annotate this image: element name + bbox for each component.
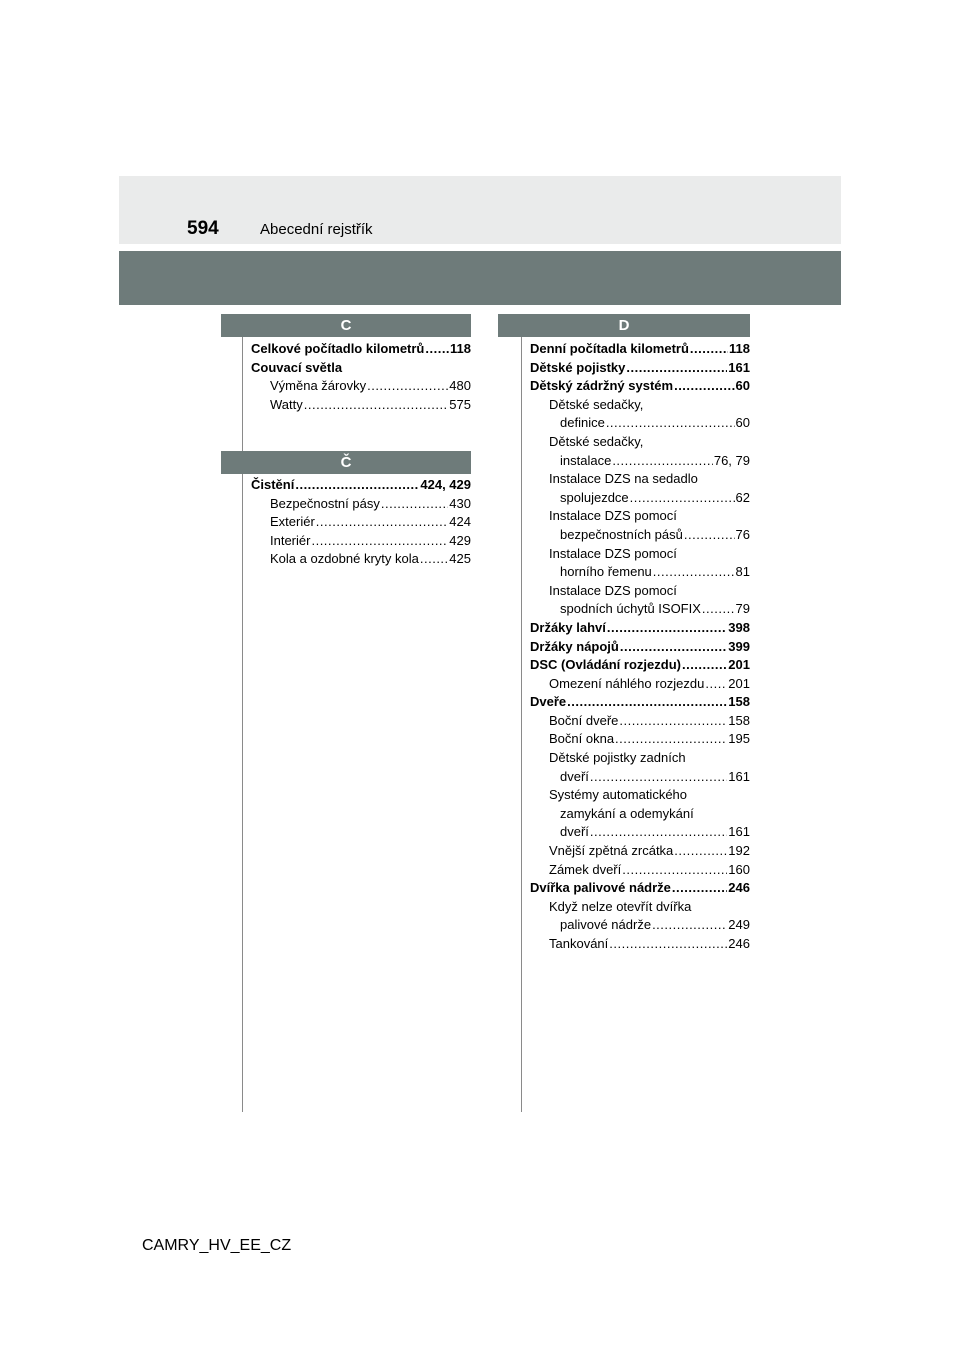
index-entry bbox=[530, 805, 750, 824]
leader-dots bbox=[705, 675, 727, 694]
leader-dots bbox=[367, 377, 448, 396]
index-entry-label: spodních úchytů ISOFIX bbox=[560, 601, 701, 617]
index-entry-page[interactable]: 429 bbox=[449, 532, 471, 548]
section-header-d: D bbox=[498, 314, 750, 337]
index-entry-label: dveří bbox=[560, 824, 589, 840]
index-entry-label: Dětské pojistky bbox=[530, 359, 626, 375]
index-entry-page[interactable]: 118 bbox=[729, 341, 750, 356]
index-entry-page[interactable]: 246 bbox=[728, 936, 750, 951]
index-entry-page[interactable]: 79 bbox=[735, 601, 750, 617]
index-entry-label: Dvířka palivové nádrže bbox=[530, 880, 671, 896]
index-entry-page[interactable]: 81 bbox=[735, 564, 750, 580]
index-entry-page[interactable]: 161 bbox=[728, 824, 750, 840]
index-entry-page[interactable]: 195 bbox=[728, 731, 750, 747]
index-entry bbox=[530, 582, 750, 601]
index-entry bbox=[251, 550, 471, 569]
index-entry-label: Zámek dveří bbox=[549, 861, 622, 877]
leader-dots bbox=[653, 563, 735, 582]
leader-dots bbox=[615, 730, 727, 749]
document-code: CAMRY_HV_EE_CZ bbox=[142, 1237, 292, 1254]
index-entry-label: Interiér bbox=[270, 532, 311, 548]
index-entry-page[interactable]: 160 bbox=[728, 861, 750, 877]
index-entry bbox=[530, 786, 750, 805]
index-list-c bbox=[251, 340, 471, 414]
index-entry-label: Watty bbox=[270, 396, 303, 412]
index-entry-label: Instalace DZS na sedadlo bbox=[549, 471, 698, 487]
leader-dots bbox=[316, 513, 449, 532]
leader-dots bbox=[381, 495, 448, 514]
index-entry bbox=[530, 600, 750, 619]
leader-dots bbox=[674, 377, 734, 396]
index-entry bbox=[530, 675, 750, 694]
index-entry bbox=[530, 433, 750, 452]
index-entry-page[interactable]: 575 bbox=[449, 396, 471, 412]
leader-dots bbox=[612, 452, 713, 471]
leader-dots bbox=[295, 476, 419, 495]
index-entry bbox=[530, 823, 750, 842]
index-entry-page[interactable]: 161 bbox=[728, 768, 750, 784]
page-title: Abecední rejstřík bbox=[260, 221, 373, 238]
index-entry bbox=[530, 749, 750, 768]
index-entry bbox=[251, 340, 471, 359]
index-entry-label: instalace bbox=[560, 452, 612, 468]
index-entry-label: zamykání a odemykání bbox=[560, 805, 694, 821]
index-entry-label: Dětské sedačky, bbox=[549, 433, 644, 449]
index-entry-label: Omezení náhlého rozjezdu bbox=[549, 675, 705, 691]
leader-dots bbox=[619, 712, 727, 731]
leader-dots bbox=[311, 532, 448, 551]
leader-dots bbox=[425, 340, 449, 359]
index-entry-label: Denní počítadla kilometrů bbox=[530, 341, 689, 356]
index-entry bbox=[530, 861, 750, 880]
index-entry-label: Instalace DZS pomocí bbox=[549, 582, 677, 598]
leader-dots bbox=[420, 550, 448, 569]
index-entry-page[interactable]: 158 bbox=[728, 694, 750, 710]
index-entry-label: Systémy automatického bbox=[549, 787, 688, 803]
index-entry bbox=[251, 513, 471, 532]
index-entry-label: definice bbox=[560, 415, 605, 431]
leader-dots bbox=[652, 916, 727, 935]
column-rule-right bbox=[521, 337, 522, 1112]
index-entry bbox=[530, 470, 750, 489]
index-entry bbox=[251, 359, 471, 378]
index-entry-page[interactable]: 192 bbox=[728, 843, 750, 859]
index-entry bbox=[251, 476, 471, 495]
index-entry bbox=[251, 396, 471, 415]
index-entry bbox=[251, 532, 471, 551]
index-entry-label: bezpečnostních pásů bbox=[560, 526, 683, 542]
index-entry-label: Boční dveře bbox=[549, 712, 619, 728]
leader-dots bbox=[682, 656, 727, 675]
index-entry-page[interactable]: 424, 429 bbox=[420, 477, 471, 492]
index-entry-label: Držáky nápojů bbox=[530, 638, 619, 654]
index-entry-label: horního řemenu bbox=[560, 564, 652, 580]
index-entry-page[interactable]: 76, 79 bbox=[713, 452, 750, 468]
index-entry-label: Dětský zádržný systém bbox=[530, 378, 674, 394]
index-entry-page[interactable]: 60 bbox=[735, 378, 750, 394]
index-entry-label: Dětské pojistky zadních bbox=[549, 750, 686, 766]
leader-dots bbox=[622, 861, 727, 880]
index-entry-label: Tankování bbox=[549, 936, 609, 951]
index-entry-label: spolujezdce bbox=[560, 489, 629, 505]
index-entry-label: Dveře bbox=[530, 694, 567, 710]
index-entry-page[interactable]: 249 bbox=[728, 917, 750, 933]
index-entry-label: Když nelze otevřít dvířka bbox=[549, 898, 692, 914]
index-entry-label: Držáky lahví bbox=[530, 619, 606, 635]
index-entry-page[interactable]: 430 bbox=[449, 495, 471, 511]
index-entry bbox=[530, 340, 750, 359]
index-entry-label: Čistění bbox=[251, 477, 295, 492]
index-entry bbox=[530, 898, 750, 917]
leader-dots bbox=[304, 396, 449, 415]
index-entry-page[interactable]: 201 bbox=[728, 657, 750, 673]
leader-dots bbox=[606, 414, 735, 433]
leader-dots bbox=[590, 768, 727, 787]
index-entry-page[interactable]: 161 bbox=[728, 359, 750, 375]
index-entry-page[interactable]: 398 bbox=[728, 619, 750, 635]
leader-dots bbox=[609, 935, 727, 954]
header-divider-band bbox=[119, 251, 841, 305]
index-entry bbox=[251, 377, 471, 396]
index-entry-label: Instalace DZS pomocí bbox=[549, 545, 677, 561]
index-entry bbox=[530, 563, 750, 582]
index-entry-label: Boční okna bbox=[549, 731, 615, 747]
index-entry-label: DSC (Ovládání rozjezdu) bbox=[530, 657, 681, 673]
leader-dots bbox=[567, 693, 727, 712]
index-entry bbox=[530, 879, 750, 898]
index-entry-label: Exteriér bbox=[270, 514, 315, 530]
index-entry-page[interactable]: 60 bbox=[735, 415, 750, 431]
index-entry-page[interactable]: 158 bbox=[728, 712, 750, 728]
header-band bbox=[119, 176, 841, 244]
index-entry bbox=[530, 414, 750, 433]
index-entry bbox=[530, 452, 750, 471]
index-entry-page[interactable]: 480 bbox=[449, 378, 471, 394]
leader-dots bbox=[607, 619, 727, 638]
index-entry-page[interactable]: 424 bbox=[449, 514, 471, 530]
index-list-c-caron bbox=[251, 476, 471, 569]
index-entry-label: palivové nádrže bbox=[560, 917, 652, 933]
index-entry bbox=[530, 730, 750, 749]
index-entry-label: Celkové počítadlo kilometrů bbox=[251, 341, 425, 356]
index-entry bbox=[530, 619, 750, 638]
section-header-c-caron: Č bbox=[221, 451, 471, 474]
index-entry-label: Instalace DZS pomocí bbox=[549, 508, 677, 524]
index-entry-page[interactable]: 62 bbox=[735, 489, 750, 505]
index-entry-label: Kola a ozdobné kryty kola bbox=[270, 551, 419, 567]
page-number: 594 bbox=[187, 218, 219, 239]
leader-dots bbox=[702, 600, 735, 619]
index-entry bbox=[530, 768, 750, 787]
leader-dots bbox=[672, 879, 727, 898]
index-entry-page[interactable]: 76 bbox=[735, 526, 750, 542]
leader-dots bbox=[684, 526, 735, 545]
index-list-d bbox=[530, 340, 750, 954]
index-entry bbox=[530, 359, 750, 378]
index-entry bbox=[530, 712, 750, 731]
index-entry bbox=[530, 935, 750, 954]
leader-dots bbox=[620, 638, 727, 657]
index-entry bbox=[530, 377, 750, 396]
index-entry-page[interactable]: 246 bbox=[728, 880, 750, 896]
index-entry bbox=[530, 526, 750, 545]
index-entry bbox=[251, 495, 471, 514]
index-entry bbox=[530, 656, 750, 675]
leader-dots bbox=[674, 842, 727, 861]
index-entry-label: Bezpečnostní pásy bbox=[270, 495, 380, 511]
index-entry-page[interactable]: 399 bbox=[728, 638, 750, 654]
index-entry-page[interactable]: 201 bbox=[728, 675, 750, 691]
index-entry bbox=[530, 638, 750, 657]
index-entry-label: dveří bbox=[560, 768, 589, 784]
index-entry bbox=[530, 489, 750, 508]
index-entry bbox=[530, 507, 750, 526]
index-entry bbox=[530, 916, 750, 935]
index-entry bbox=[530, 842, 750, 861]
index-entry-page[interactable]: 425 bbox=[449, 551, 471, 567]
index-entry-label: Dětské sedačky, bbox=[549, 396, 644, 412]
index-entry bbox=[530, 693, 750, 712]
index-entry-label: Vnější zpětná zrcátka bbox=[549, 843, 674, 859]
leader-dots bbox=[630, 489, 735, 508]
leader-dots bbox=[690, 340, 728, 359]
index-entry-page[interactable]: 118 bbox=[450, 341, 471, 356]
section-header-c: C bbox=[221, 314, 471, 337]
index-entry-label: Výměna žárovky bbox=[270, 378, 367, 394]
index-entry bbox=[530, 545, 750, 564]
leader-dots bbox=[590, 823, 727, 842]
index-entry bbox=[530, 396, 750, 415]
index-entry-label: Couvací světla bbox=[251, 359, 343, 375]
leader-dots bbox=[626, 359, 727, 378]
